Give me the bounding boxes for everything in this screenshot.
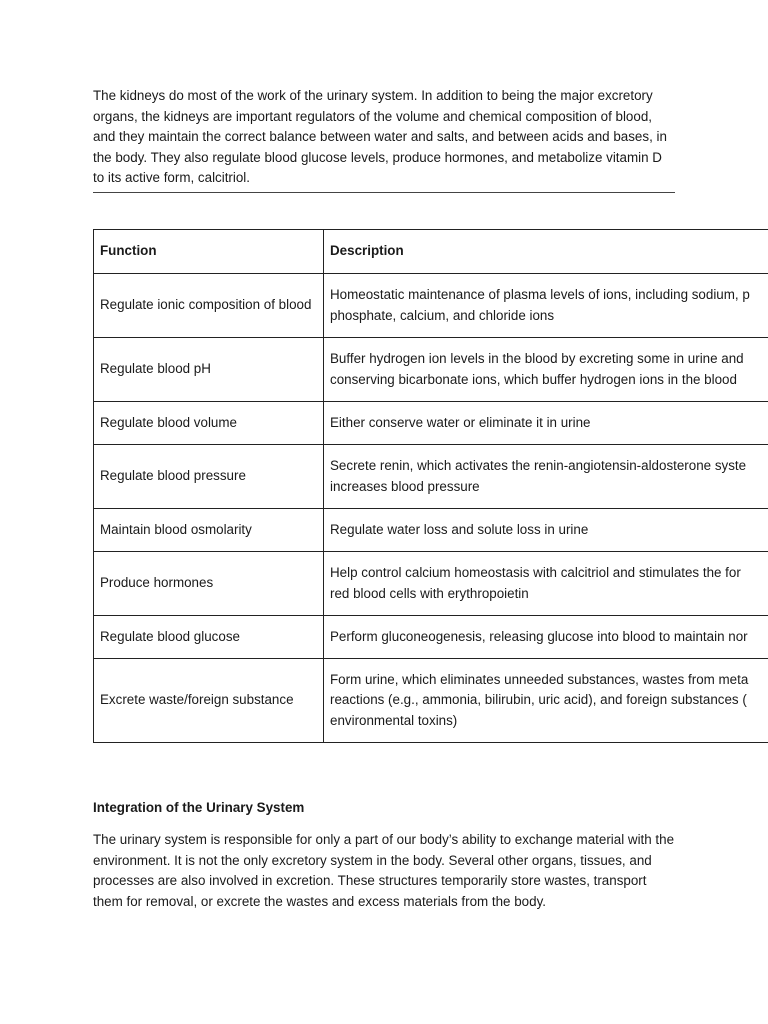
description-line: increases blood pressure [330, 478, 480, 494]
description-line: environmental toxins) [330, 712, 458, 728]
outro-paragraph: The urinary system is responsible for only a part of our body’s ability to exchange material with the environment. It is not the only excretory system in the body. Several other organs, tissues, and processes are also involved in excretion. These structures temporarily store wastes, transport them for removal, or excrete the wastes and excess materials from the body. [93, 832, 675, 909]
table-header-row [94, 230, 768, 274]
header-function: Function [94, 230, 324, 274]
description-line: Secrete renin, which activates the renin-angiotensin-aldosterone syste [330, 458, 747, 473]
description-line: reactions (e.g., ammonia, bilirubin, uric acid), and foreign substances ( [330, 692, 747, 708]
description-cell [324, 616, 768, 659]
description-line: red blood cells with erythropoietin [330, 585, 529, 601]
description-cell [324, 274, 768, 338]
description-cell [324, 509, 768, 552]
function-cell: Regulate blood glucose [94, 616, 324, 659]
description-cell [324, 402, 768, 445]
intro-paragraph: The kidneys do most of the work of the urinary system. In addition to being the major excretory organs, the kidneys are important regulators of the volume and chemical composition of blood, and they maintain the correct balance between water and salts, and between acids and bases, in the body. They also regulate blood glucose levels, produce hormones, and metabolize vitamin D to its active form, calcitriol. [93, 88, 667, 185]
document-page [93, 86, 768, 909]
table-row [94, 616, 768, 659]
table-row [94, 445, 768, 509]
function-cell: Maintain blood osmolarity [94, 509, 324, 552]
description-cell [324, 659, 768, 743]
function-cell: Regulate blood volume [94, 402, 324, 445]
table-row [94, 509, 768, 552]
description-line: conserving bicarbonate ions, which buffer hydrogen ions in the blood [330, 371, 737, 387]
section-title: Integration of the Urinary System [93, 800, 305, 815]
table-row [94, 659, 768, 743]
function-cell: Produce hormones [94, 552, 324, 616]
table-row [94, 402, 768, 445]
description-line: Regulate water loss and solute loss in urine [330, 521, 589, 537]
description-line: Buffer hydrogen ion levels in the blood by excreting some in urine and [330, 351, 744, 366]
description-line: Either conserve water or eliminate it in urine [330, 414, 591, 430]
table-row [94, 274, 768, 338]
description-cell [324, 338, 768, 402]
functions-table-container [93, 229, 768, 743]
function-cell: Regulate ionic composition of blood [94, 274, 324, 338]
function-cell: Regulate blood pH [94, 338, 324, 402]
description-line: Help control calcium homeostasis with calcitriol and stimulates the for [330, 565, 741, 580]
description-line: Homeostatic maintenance of plasma levels of ions, including sodium, p [330, 287, 750, 302]
description-cell [324, 445, 768, 509]
description-line: Perform gluconeogenesis, releasing glucose into blood to maintain nor [330, 628, 748, 644]
kidney-functions-table [93, 229, 768, 743]
table-row [94, 338, 768, 402]
horizontal-rule [93, 192, 675, 193]
function-cell: Excrete waste/foreign substance [94, 659, 324, 743]
header-description: Description [324, 230, 768, 274]
function-cell: Regulate blood pressure [94, 445, 324, 509]
table-row [94, 552, 768, 616]
description-cell [324, 552, 768, 616]
description-line: Form urine, which eliminates unneeded substances, wastes from meta [330, 671, 749, 687]
description-line: phosphate, calcium, and chloride ions [330, 307, 555, 323]
